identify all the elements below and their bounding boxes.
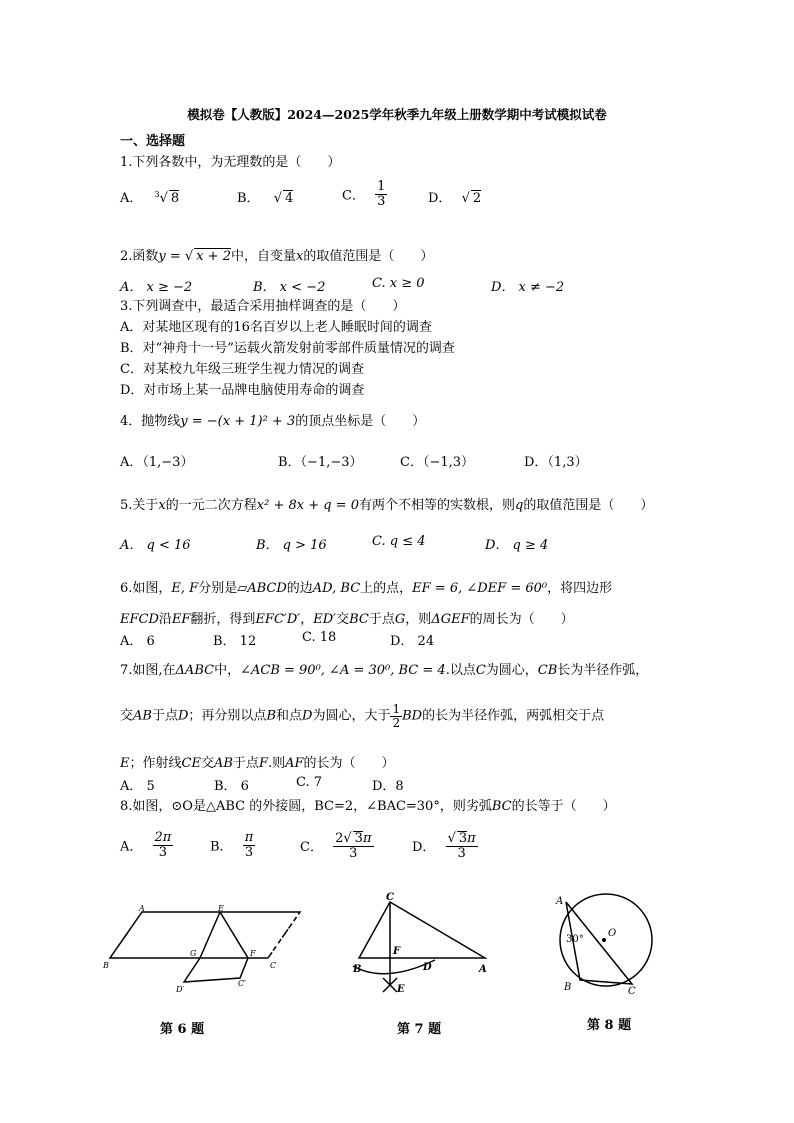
q3-option-c: C．对某校九年级三班学生视力情况的调查 [120, 362, 364, 377]
svg-text:30°: 30° [566, 934, 584, 945]
q5-option-d: D． q ≥ 4 [485, 538, 549, 553]
q8-option-c: C． $\frac{2√ 3\pi}{3}$ [300, 831, 372, 861]
q1-option-a: A． $^3$√ 8 [120, 189, 180, 206]
q6-option-b: B． 12 [213, 634, 257, 649]
figure-8-caption: 第 8 题 [587, 1018, 632, 1033]
svg-text:A: A [556, 896, 564, 907]
q7-stem-line2: 交AB于点D；再分别以点B和点D为圆心，大于 $\frac{1}{2}$ BD的长为半径作弧，两弧相交于点 [120, 702, 605, 730]
q3-stem: 3.下列调查中，最适合采用抽样调查的是（ ） [120, 299, 406, 314]
q1-option-c: C． $\frac{1}{3}$ [342, 179, 386, 209]
q2-option-c: C. x ≥ 0 [372, 276, 425, 291]
q7-option-b: B． 6 [214, 779, 249, 794]
folded-quad [184, 912, 248, 982]
q6-option-c: C. 18 [302, 630, 337, 645]
q8-option-a: A． $\frac{2\pi}{3}$ [120, 830, 172, 860]
q2-option-a: A． x ≥ −2 [120, 280, 193, 295]
q7-option-c: C. 7 [296, 775, 323, 790]
q5-option-a: A． q < 16 [120, 538, 191, 553]
q6-stem-line1: 6.如图，E, F分别是▱ABCD的边AD, BC上的点，EF = 6, ∠DEF = 60⁰，将四边形 [120, 581, 613, 596]
svg-text:E: E [218, 904, 224, 913]
q6-option-a: A． 6 [120, 634, 155, 649]
q4-stem: 4．抛物线y = −(x + 1)² + 3的顶点坐标是（ ） [120, 414, 426, 429]
figure-8 [548, 890, 668, 1000]
q3-option-d: D．对市场上某一品牌电脑使用寿命的调查 [120, 383, 365, 398]
q5-stem: 5.关于x的一元二次方程x² + 8x + q = 0有两个不相等的实数根，则q的取值范围是（ ） [120, 498, 654, 513]
q8-stem: 8.如图，⊙O是△ABC 的外接圆，BC=2，∠BAC=30°，则劣弧BC的长等于（ ） [120, 799, 616, 814]
q1-option-b: B． √ 4 [237, 191, 294, 206]
svg-text:C: C [386, 892, 394, 903]
q5-option-c: C. q ≤ 4 [372, 534, 426, 549]
q3-option-b: B．对“神舟十一号”运载火箭发射前零部件质量情况的调查 [120, 341, 455, 356]
figure-7 [345, 888, 495, 998]
q7-option-a: A． 5 [120, 779, 155, 794]
q2-option-d: D． x ≠ −2 [491, 280, 565, 295]
svg-text:A: A [479, 964, 487, 975]
q1-stem: 1.下列各数中，为无理数的是（ ） [120, 155, 341, 170]
q1-option-d: D． √ 2 [428, 191, 482, 206]
triangle-abc [359, 902, 485, 958]
q7-stem-line1: 7.如图,在ΔABC中，∠ACB = 90⁰, ∠A = 30⁰, BC = 4.以点C为圆心，CB长为半径作弧， [120, 663, 649, 678]
q8-option-d: D． $\frac{√ 3\pi}{3}$ [412, 831, 476, 861]
q4-option-d: D．（1,3） [524, 455, 588, 470]
svg-text:B: B [103, 961, 109, 970]
page-title: 模拟卷【人教版】2024—2025学年秋季九年级上册数学期中考试模拟试卷 [187, 107, 607, 122]
svg-text:G: G [190, 949, 197, 958]
figure-6 [100, 902, 310, 1002]
svg-text:D′: D′ [176, 985, 185, 994]
q4-option-b: B．（−1,−3） [278, 455, 363, 470]
svg-text:C: C [270, 961, 277, 970]
svg-text:C′: C′ [238, 979, 246, 988]
svg-text:F: F [250, 949, 256, 958]
svg-text:O: O [608, 928, 617, 939]
svg-text:B: B [353, 964, 362, 975]
figure-6-caption: 第 6 题 [160, 1022, 205, 1037]
q8-option-b: B． $\frac{\pi}{3}$ [210, 830, 254, 860]
svg-text:D: D [423, 962, 432, 973]
section-heading: 一、选择题 [120, 134, 186, 149]
svg-text:B: B [564, 982, 572, 993]
svg-text:E: E [397, 984, 405, 995]
svg-text:A: A [139, 904, 145, 913]
q5-option-b: B． q > 16 [256, 538, 327, 553]
figure-7-caption: 第 7 题 [397, 1022, 442, 1037]
q2-option-b: B． x < −2 [253, 280, 326, 295]
q7-option-d: D．8 [372, 779, 404, 794]
q4-option-a: A．（1,−3） [120, 455, 194, 470]
svg-text:F: F [393, 946, 401, 957]
q2-stem: 2.函数y = √ x + 2中，自变量x的取值范围是（ ） [120, 249, 434, 264]
q6-stem-line2: EFCD沿EF翻折，得到EFC′D′，ED′交BC于点G，则ΔGEF的周长为（ ） [120, 612, 574, 627]
q6-option-d: D． 24 [390, 634, 435, 649]
q3-option-a: A．对某地区现有的16名百岁以上老人睡眠时间的调查 [120, 320, 432, 335]
q7-stem-line3: E；作射线CE交AB于点F.则AF的长为（ ） [120, 756, 395, 771]
svg-text:C: C [628, 986, 636, 997]
q4-option-c: C．（−1,3） [400, 455, 475, 470]
center-point [602, 938, 606, 942]
